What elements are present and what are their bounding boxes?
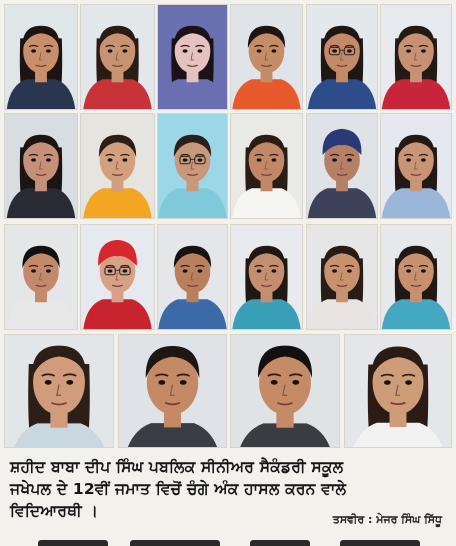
student-photo	[306, 224, 378, 330]
student-photo	[80, 113, 155, 219]
student-photo	[80, 224, 155, 330]
student-photo	[4, 224, 78, 330]
photo-credit: ਤਸਵੀਰ : ਮੇਜਰ ਸਿੰਘ ਸਿੱਧੂ	[332, 513, 442, 526]
student-photo	[157, 224, 228, 330]
caption-line-2: ਜਖੇਪਲ ਦੇ 12ਵੀਂ ਜਮਾਤ ਵਿਚੋਂ ਚੰਗੇ ਅੰਕ ਹਾਸਲ ਕਰਨ ਵਾਲੇ	[10, 480, 347, 498]
next-headline-fragment	[0, 538, 456, 546]
student-photo	[80, 4, 155, 110]
caption-line-1: ਸ਼ਹੀਦ ਬਾਬਾ ਦੀਪ ਸਿੰਘ ਪਬਲਿਕ ਸੀਨੀਅਰ ਸੈਕੰਡਰੀ ਸਕੂਲ	[10, 458, 344, 476]
student-photo	[4, 4, 78, 110]
student-photo	[118, 334, 227, 448]
student-photo	[344, 334, 452, 448]
caption-line-3: ਵਿਦਿਆਰਥੀ ।	[10, 502, 99, 520]
student-photo	[4, 113, 78, 219]
student-photo	[230, 4, 303, 110]
student-photo	[4, 334, 114, 448]
student-photo	[230, 334, 340, 448]
student-photo	[380, 224, 452, 330]
student-photo	[157, 4, 228, 110]
student-photo	[306, 4, 378, 110]
student-photo	[380, 4, 452, 110]
student-photo	[157, 113, 228, 219]
student-photo	[306, 113, 378, 219]
student-photo	[380, 113, 452, 219]
student-photo	[230, 113, 303, 219]
student-photo	[230, 224, 303, 330]
